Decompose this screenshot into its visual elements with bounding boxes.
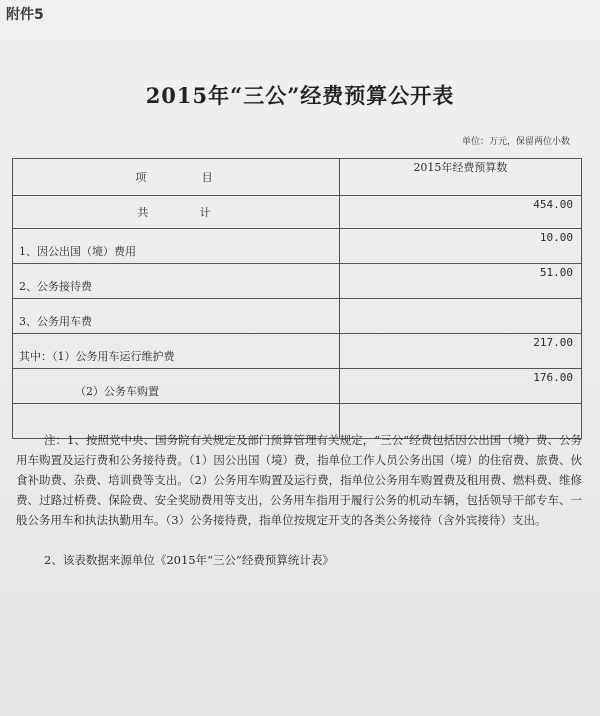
row-amount: 454.00 <box>339 196 581 229</box>
row-amount <box>339 299 581 334</box>
data-source-note: 2、该表数据来源单位《2015年“三公”经费预算统计表》 <box>44 553 334 567</box>
table-row <box>13 229 582 264</box>
footnote <box>16 430 582 530</box>
row-label: 3、公务用车费 <box>13 299 340 334</box>
row-label: 其中：（1）公务用车运行维护费 <box>13 334 340 369</box>
footnote-1: 注：1、按照党中央、国务院有关规定及部门预算管理有关规定，“三公”经费包括因公出国（境）费、公务用车购置及运行费和公务接待费。（1）因公出国（境）费，指单位工作人员公务出国（境）的住宿费、旅费、伙食补助费、杂费、培训费等支出。（2）公务用车购置及运行费，指单位公务用车购置费及租用费、燃料费、维修费、过路过桥费、保险费、安全奖励费用等支出，公务用车指用于履行公务的机动车辆，包括领导干部专车、一般公务用车和执法执勤用车。（3）公务接待费，指单位按规定开支的各类公务接待（含外宾接待）支出。 <box>16 433 582 527</box>
header-item: 项 目 <box>13 159 340 196</box>
table-row <box>13 299 582 334</box>
row-amount: 10.00 <box>339 229 581 264</box>
unit-note: 单位：万元，保留两位小数 <box>461 137 570 147</box>
row-amount: 217.00 <box>339 334 581 369</box>
row-label: 1、因公出国（境）费用 <box>13 229 340 264</box>
table-row <box>13 369 582 404</box>
row-label: 共 计 <box>13 196 340 229</box>
row-label: （2）公务车购置 <box>13 369 340 404</box>
attachment-label: 附件5 <box>6 7 44 23</box>
page-title: 2015年“三公”经费预算公开表 <box>145 83 455 108</box>
row-amount: 176.00 <box>339 369 581 404</box>
table-row <box>13 334 582 369</box>
row-amount: 51.00 <box>339 264 581 299</box>
row-label: 2、公务接待费 <box>13 264 340 299</box>
budget-table <box>12 158 582 439</box>
header-amount: 2015年经费预算数 <box>339 159 581 196</box>
table-row <box>13 196 582 229</box>
table-row <box>13 264 582 299</box>
table-header-row <box>13 159 582 196</box>
